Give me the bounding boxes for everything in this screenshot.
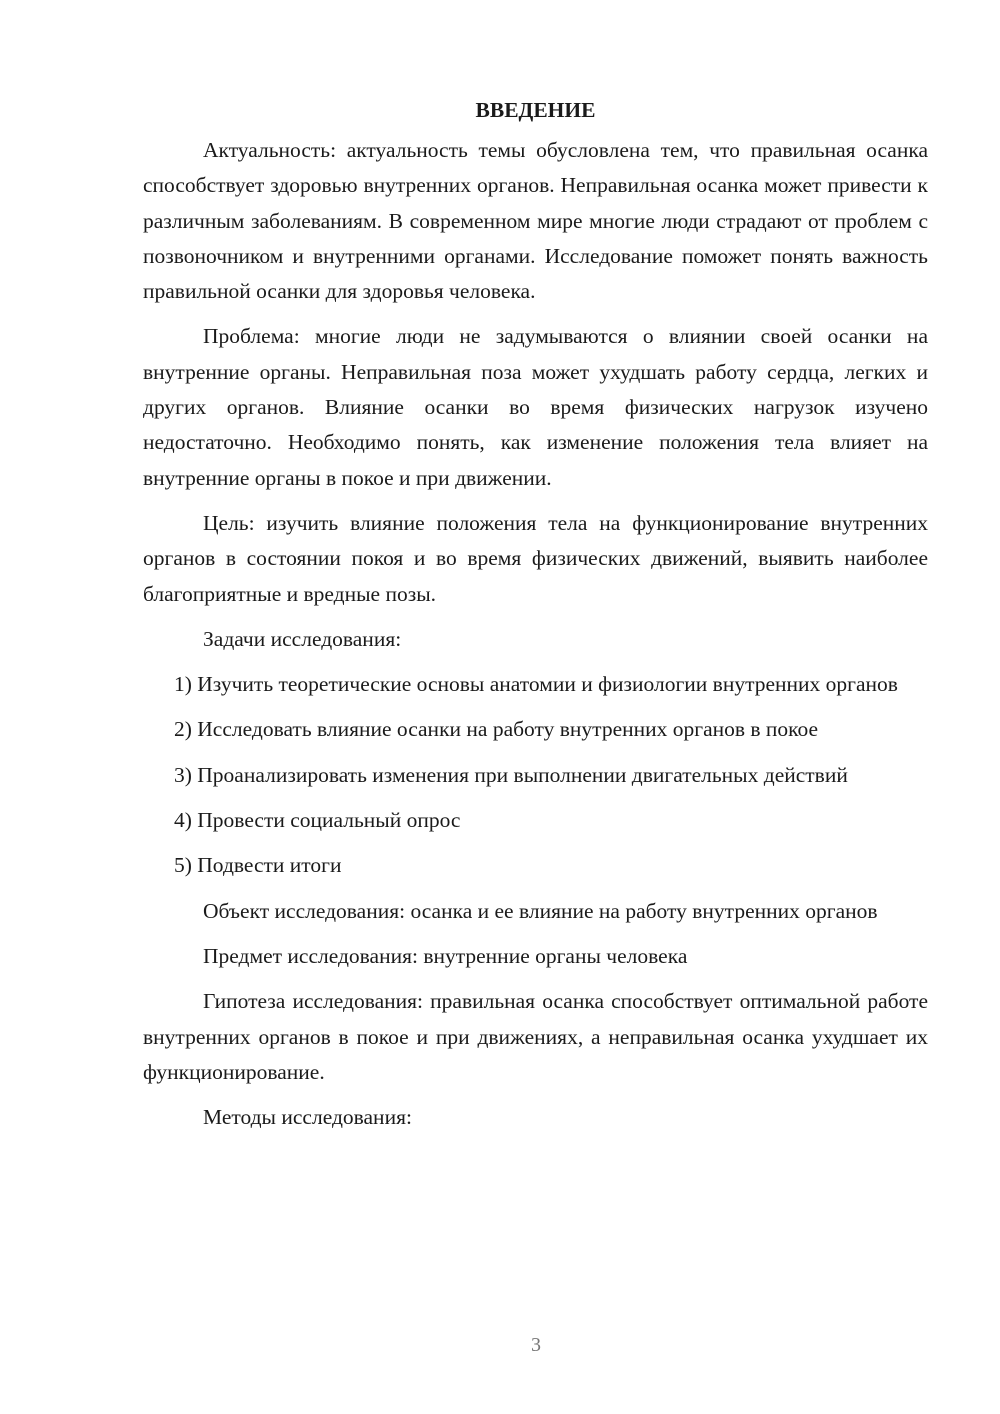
- section-heading: ВВЕДЕНИЕ: [475, 98, 596, 122]
- task-item-5: 5) Подвести итоги: [174, 853, 342, 878]
- task-item-4: 4) Провести социальный опрос: [174, 808, 461, 833]
- problem-paragraph: Проблема: многие люди не задумываются о влиянии своей осанки на внутренние органы. Неправильная поза может ухудшать работу сердца, легких и других органов. Влияние осанки во время физических нагрузок изучено недостаточно. Необходимо понять, как изменение положения тела влияет на внутренние органы в покое и при движении.: [143, 324, 928, 490]
- page-number: 3: [531, 1334, 541, 1356]
- document-page: [143, 92, 928, 1145]
- task-item-1: 1) Изучить теоретические основы анатомии и физиологии внутренних органов: [174, 672, 898, 697]
- tasks-title: Задачи исследования:: [203, 626, 402, 651]
- hypothesis-paragraph: Гипотеза исследования: правильная осанка способствует оптимальной работе внутренних органов в покое и при движениях, а неправильная осанка ухудшает их функционирование.: [143, 989, 928, 1084]
- object-paragraph: Объект исследования: осанка и ее влияние на работу внутренних органов: [203, 898, 878, 923]
- task-item-3: 3) Проанализировать изменения при выполнении двигательных действий: [174, 762, 848, 787]
- methods-title: Методы исследования:: [203, 1105, 412, 1130]
- goal-paragraph: Цель: изучить влияние положения тела на функционирование внутренних органов в состоянии покоя и во время физических движений, выявить наиболее благоприятные и вредные позы.: [143, 510, 928, 606]
- task-item-2: 2) Исследовать влияние осанки на работу внутренних органов в покое: [174, 717, 819, 742]
- relevance-paragraph: Актуальность: актуальность темы обусловлена тем, что правильная осанка способствует здоровью внутренних органов. Неправильная осанка может привести к различным заболеваниям. В современном мире многие люди страдают от проблем с позвоночником и внутренними органами. Исследование поможет понять важность правильной осанки для здоровья человека.: [143, 138, 928, 304]
- subject-paragraph: Предмет исследования: внутренние органы человека: [203, 943, 688, 968]
